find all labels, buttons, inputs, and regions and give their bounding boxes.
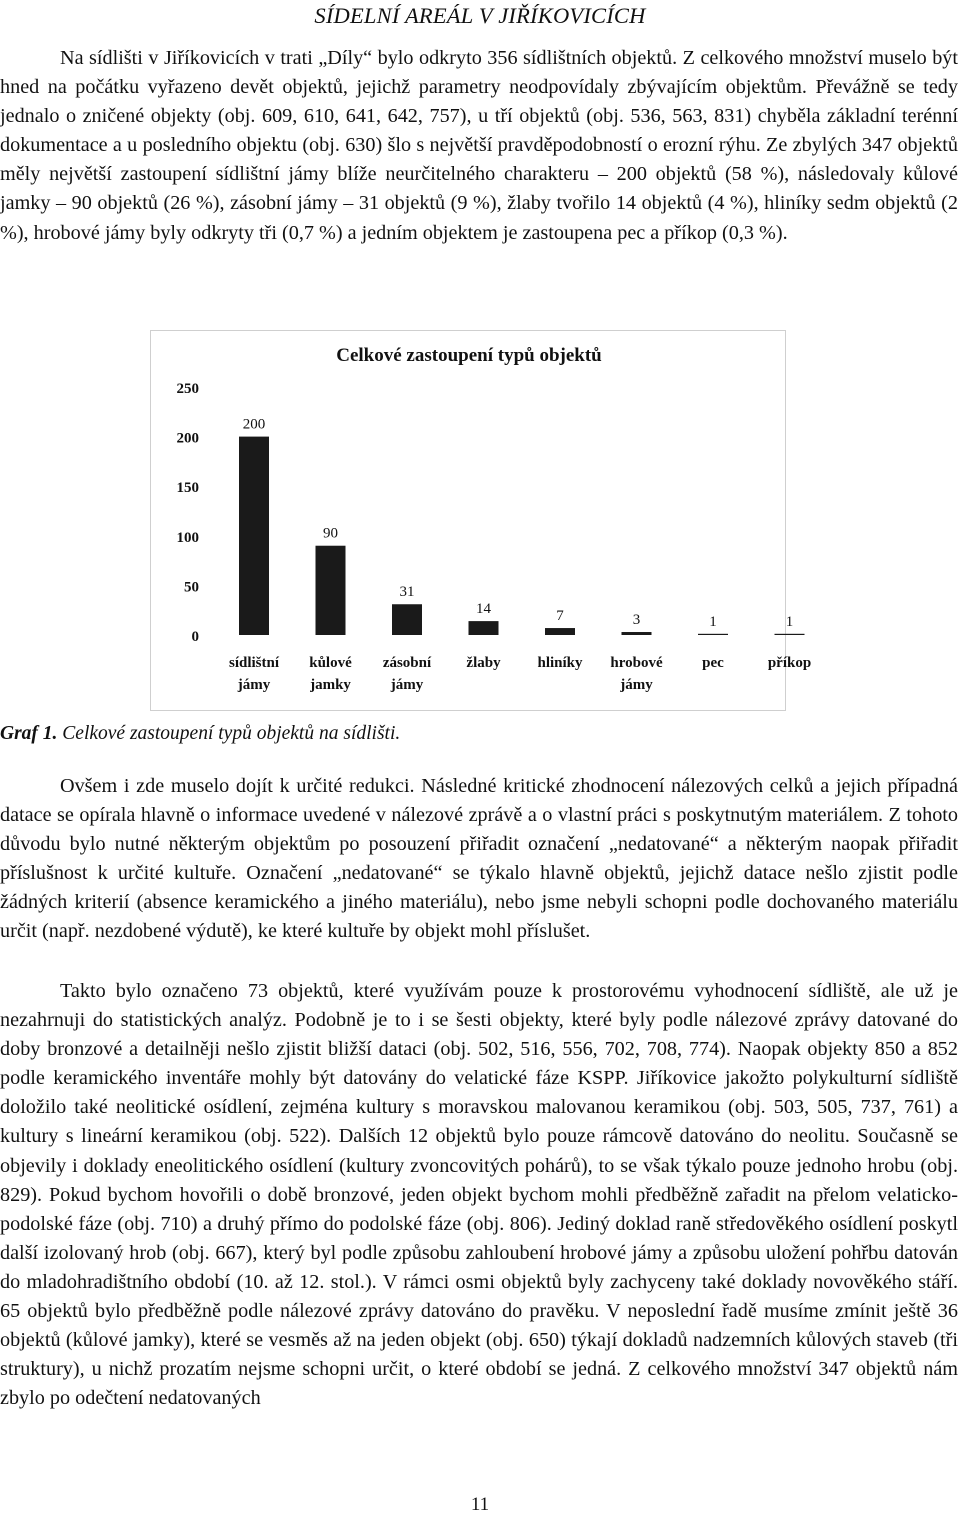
bar <box>469 621 499 635</box>
figure-caption <box>0 723 400 745</box>
bar <box>316 546 346 635</box>
data-label: 90 <box>323 525 338 542</box>
bar <box>698 634 728 635</box>
y-tick-label: 200 <box>176 430 199 447</box>
bar <box>622 632 652 635</box>
category-label: žlaby <box>466 655 501 671</box>
data-label: 1 <box>709 613 717 630</box>
paragraph-1: Na sídlišti v Jiříkovicích v trati „Díly“ bylo odkryto 356 sídlištních objektů. Z celkového množství muselo být hned na počátku vyřazeno devět objektů, jejichž parametry neodpovídaly zbývajícím objektům. Převážně se tedy jednalo o zničené objekty (obj. 609, 610, 641, 642, 757), u tří objektů (obj. 536, 563, 831) chyběla základní terénní dokumentace a u posledního objektu (obj. 630) šlo s největší pravděpodobností o erozní rýhu. Ze zbylých 347 objektů měly největší zastoupení sídlištní jámy blíže neurčitelného charakteru – 200 objektů (58 %), následovaly kůlové jamky – 90 objektů (26 %), zásobní jámy – 31 objektů (9 %), žlaby tvořilo 14 objektů (4 %), hliníky sedm objektů (2 %), hrobové jámy byly odkryty tři (0,7 %) a jedním objektem je zastoupena pec a příkop (0,3 %). <box>0 47 958 244</box>
data-label: 1 <box>785 613 794 630</box>
data-label: 3 <box>632 612 641 629</box>
y-tick-label: 100 <box>176 529 199 546</box>
data-label: 14 <box>476 601 491 618</box>
y-tick-label: 150 <box>176 480 199 497</box>
page-number: 11 <box>470 1494 490 1515</box>
bar-chart <box>150 330 812 711</box>
caption-text: Celkové zastoupení typů objektů na sídlišti. <box>57 723 401 744</box>
bar <box>545 628 575 635</box>
data-label: 7 <box>556 608 564 625</box>
y-tick-label: 50 <box>184 579 199 596</box>
category-label: jamky <box>310 677 351 693</box>
data-label: 200 <box>242 416 266 433</box>
paragraph-3: Takto bylo označeno 73 objektů, které využívám pouze k prostorovému vyhodnocení sídliště, ale už je nezahrnuji do statistických analýz. Podobně je to i se šesti objekty, které byly podle nálezové zprávy datované do doby bronzové a detailněji nešlo zjistit bližší dataci (obj. 502, 516, 556, 702, 708, 774). Naopak objekty 850 a 852 podle keramického inventáře mohly být datovány do velatické fáze KSPP. Jiříkovice jakožto polykulturní sídliště doložilo také neolitické osídlení, zejména kultury s moravskou malovanou keramikou (obj. 503, 505, 737, 761) a kultury s lineární keramikou (obj. 522). Dalších 12 objektů bylo pouze rámcově datováno do neolitu. Současně se objevily i doklady eneolitického osídlení (kultury zvoncovitých pohárů), to se však týkalo pouze jednoho hrobu (obj. 829). Pokud bychom hovořili o době bronzové, jeden objekt bychom mohli předběžně zařadit na přelom velaticko-podolské fáze (obj. 710) a druhý přímo do podolské fáze (obj. 806). Jediný doklad raně středověkého osídlení poskytl další izolovaný hrob (obj. 667), který byl podle způsobu zahloubení hrobové jámy a způsobu uložení pohřbu datován do mladohradištního období (10. až 12. stol.). V rámci osmi objektů byly zachyceny také doklady novověkého stáří. 65 objektů bylo předběžně podle nálezové zprávy datováno do pravěku. V neposlední řadě musíme zmínit ještě 36 objektů (kůlové jamky), které se vesměs až na jeden objekt (obj. 650) týkají dokladů nadzemních kůlových staveb (tři struktury), u nichž prozatím nejsme schopni určit, o které období se jedná. Z celkového množství 347 objektů nám zbylo po odečtení nedatovaných <box>0 980 958 1410</box>
y-tick-label: 0 <box>191 629 199 645</box>
category-label: jámy <box>237 677 271 693</box>
bar-chart-svg <box>151 331 812 712</box>
category-label: kůlové <box>309 655 352 671</box>
category-label: sídlištní <box>228 655 280 671</box>
chart-title: Celkové zastoupení typů objektů <box>336 345 602 366</box>
category-label: jámy <box>390 677 424 693</box>
category-label: příkop <box>767 655 812 671</box>
category-label: zásobní <box>382 655 432 671</box>
caption-label: Graf 1. <box>0 723 58 744</box>
category-label: hrobové <box>610 655 663 671</box>
category-label: hliníky <box>537 655 583 671</box>
paragraph-2: Ovšem i zde muselo dojít k určité redukci. Následné kritické zhodnocení nálezových celků a jejich případná datace se opírala hlavně o informace uvedené v nálezové zprávě a o vlastní práci s poskytnutým materiálem. Z tohoto důvodu bylo nutné některým objektům po posouzení přiřadit označení „nedatované“ a některým naopak přiřadit příslušnost k určité kultuře. Označení „nedatované“ se týkalo hlavně objektů, jejichž datace nešlo zjistit podle žádných kriterií (absence keramického a jiného materiálu), nebo jsme nebyli schopni podle dochovaného materiálu určit (např. nezdobené výdutě), ke které kultuře by objekt mohl příslušet. <box>0 775 958 943</box>
running-header: SÍDELNÍ AREÁL V JIŘÍKOVICÍCH <box>314 3 646 28</box>
bar <box>775 634 805 635</box>
category-label: pec <box>702 655 724 671</box>
category-label: jámy <box>620 677 653 693</box>
bar <box>239 437 269 635</box>
data-label: 31 <box>399 584 415 601</box>
y-tick-label: 250 <box>176 381 199 397</box>
bar <box>392 604 422 635</box>
